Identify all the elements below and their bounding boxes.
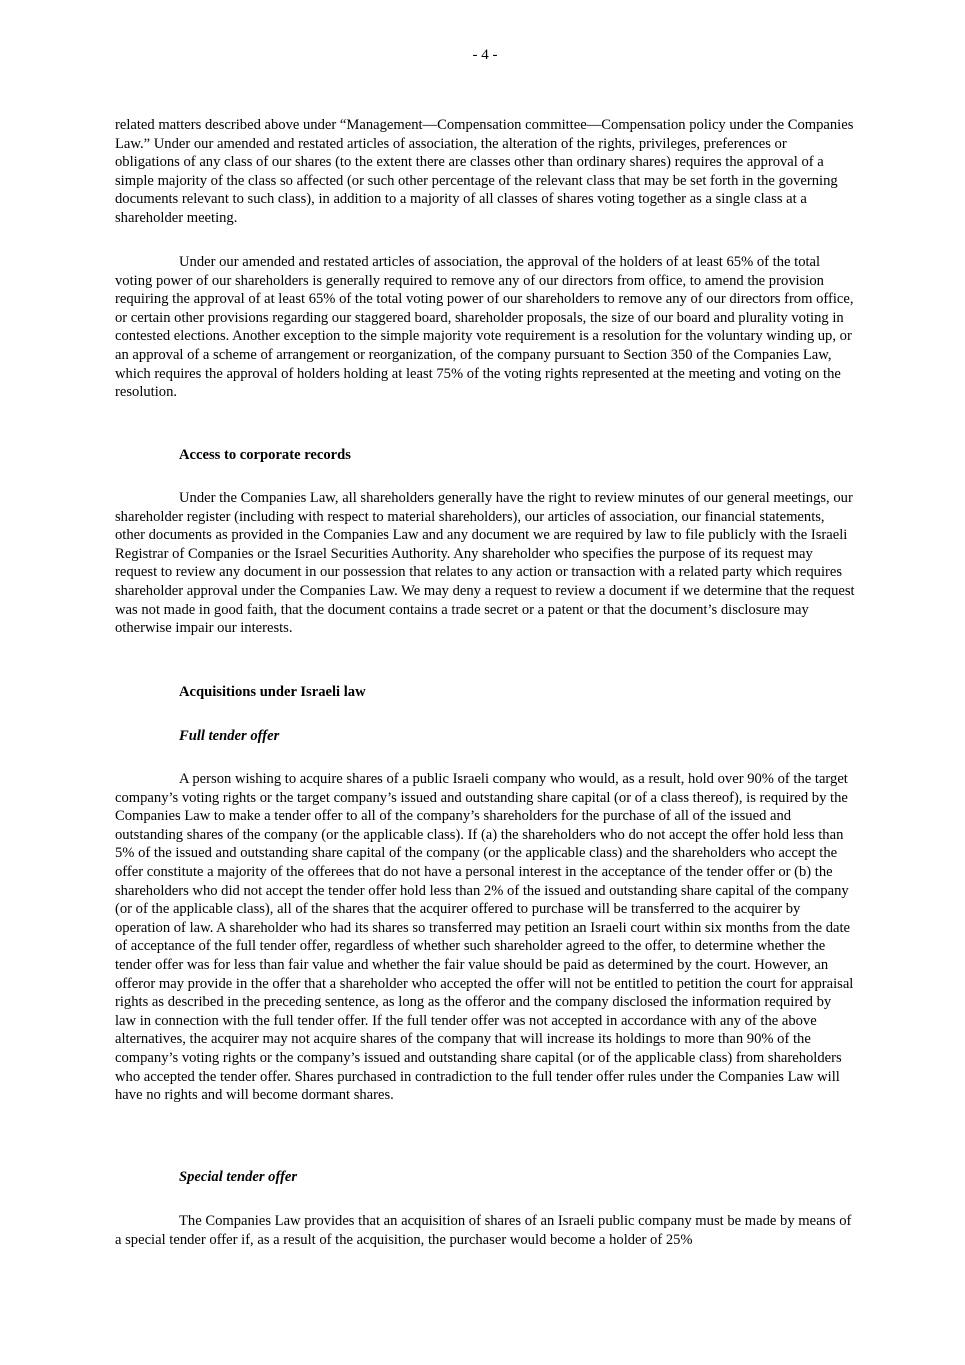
heading-special-tender-offer: Special tender offer <box>179 1169 298 1185</box>
heading-access-corporate-records: Access to corporate records <box>179 447 351 463</box>
paragraph-corporate-records: Under the Companies Law, all shareholders generally have the right to review minutes of our general meetings, our shareholder register (including with respect to material shareholders), our articles of association, our financial statements, other documents as provided in the Companies Law and any document we are required by law to file publicly with the Israeli Registrar of Companies or the Israel Securities Authority. Any shareholder who specifies the purpose of its request may request to review any document in our possession that relates to any action or transaction with a related party which requires shareholder approval under the Companies Law. We may deny a request to review a document if we determine that the request was not made in good faith, that the document contains a trade secret or a patent or that the document’s disclosure may otherwise impair our interests. <box>115 490 855 637</box>
heading-acquisitions-israeli-law: Acquisitions under Israeli law <box>179 684 366 700</box>
heading-full-tender-offer: Full tender offer <box>179 728 280 744</box>
paragraph-director-removal: Under our amended and restated articles of association, the approval of the holders of at least 65% of the total voting power of our shareholders is generally required to remove any of our directors from office, to amend the provision requiring the approval of at least 65% of the total voting power of our shareholders to remove any of our directors from office, or certain other provisions regarding our staggered board, shareholder proposals, the size of our board and plurality voting in contested elections. Another exception to the simple majority vote requirement is a resolution for the voluntary winding up, or an approval of a scheme of arrangement or reorganization, of the company pursuant to Section 350 of the Companies Law, which requires the approval of holders holding at least 75% of the voting rights represented at the meeting and voting on the resolution. <box>115 254 854 401</box>
page-number: - 4 - <box>472 47 498 63</box>
paragraph-special-tender-offer: The Companies Law provides that an acquisition of shares of an Israeli public company must be made by means of a special tender offer if, as a result of the acquisition, the purchaser would become a holder of 25% <box>115 1213 852 1248</box>
paragraph-full-tender-offer: A person wishing to acquire shares of a public Israeli company who would, as a result, hold over 90% of the target company’s voting rights or the target company’s issued and outstanding share capital (or of a class thereof), is required by the Companies Law to make a tender offer to all of the company’s shareholders for the purchase of all of the issued and outstanding shares of the company (or the applicable class). If (a) the shareholders who do not accept the offer hold less than 5% of the issued and outstanding share capital of the company (or the applicable class) and the shareholders who accept the offer constitute a majority of the offerees that do not have a personal interest in the acceptance of the tender offer or (b) the shareholders who did not accept the tender offer hold less than 2% of the issued and outstanding share capital of the company (or of the applicable class), all of the shares that the acquirer offered to purchase will be transferred to the acquirer by operation of law. A shareholder who had its shares so transferred may petition an Israeli court within six months from the date of acceptance of the full tender offer, regardless of whether such shareholder agreed to the offer, to determine whether the tender offer was for less than fair value and whether the fair value should be paid as determined by the court. However, an offeror may provide in the offer that a shareholder who accepted the offer will not be entitled to petition the court for appraisal rights as described in the preceding sentence, as long as the offeror and the company disclosed the information required by law in connection with the full tender offer. If the full tender offer was not accepted in accordance with any of the above alternatives, the acquirer may not acquire shares of the company that will increase its holdings to more than 90% of the company’s voting rights or the company’s issued and outstanding share capital (or of the applicable class) from shareholders who accepted the tender offer. Shares purchased in contradiction to the full tender offer rules under the Companies Law will have no rights and will become dormant shares. <box>115 771 854 1104</box>
paragraph-class-rights: related matters described above under “Management—Compensation committee—Compensation policy under the Companies Law.” Under our amended and restated articles of association, the alteration of the rights, privileges, preferences or obligations of any class of our shares (to the extent there are classes other than ordinary shares) requires the approval of a simple majority of the class so affected (or such other percentage of the relevant class that may be set forth in the governing documents relevant to such class), in addition to a majority of all classes of shares voting together as a single class at a shareholder meeting. <box>115 117 854 226</box>
